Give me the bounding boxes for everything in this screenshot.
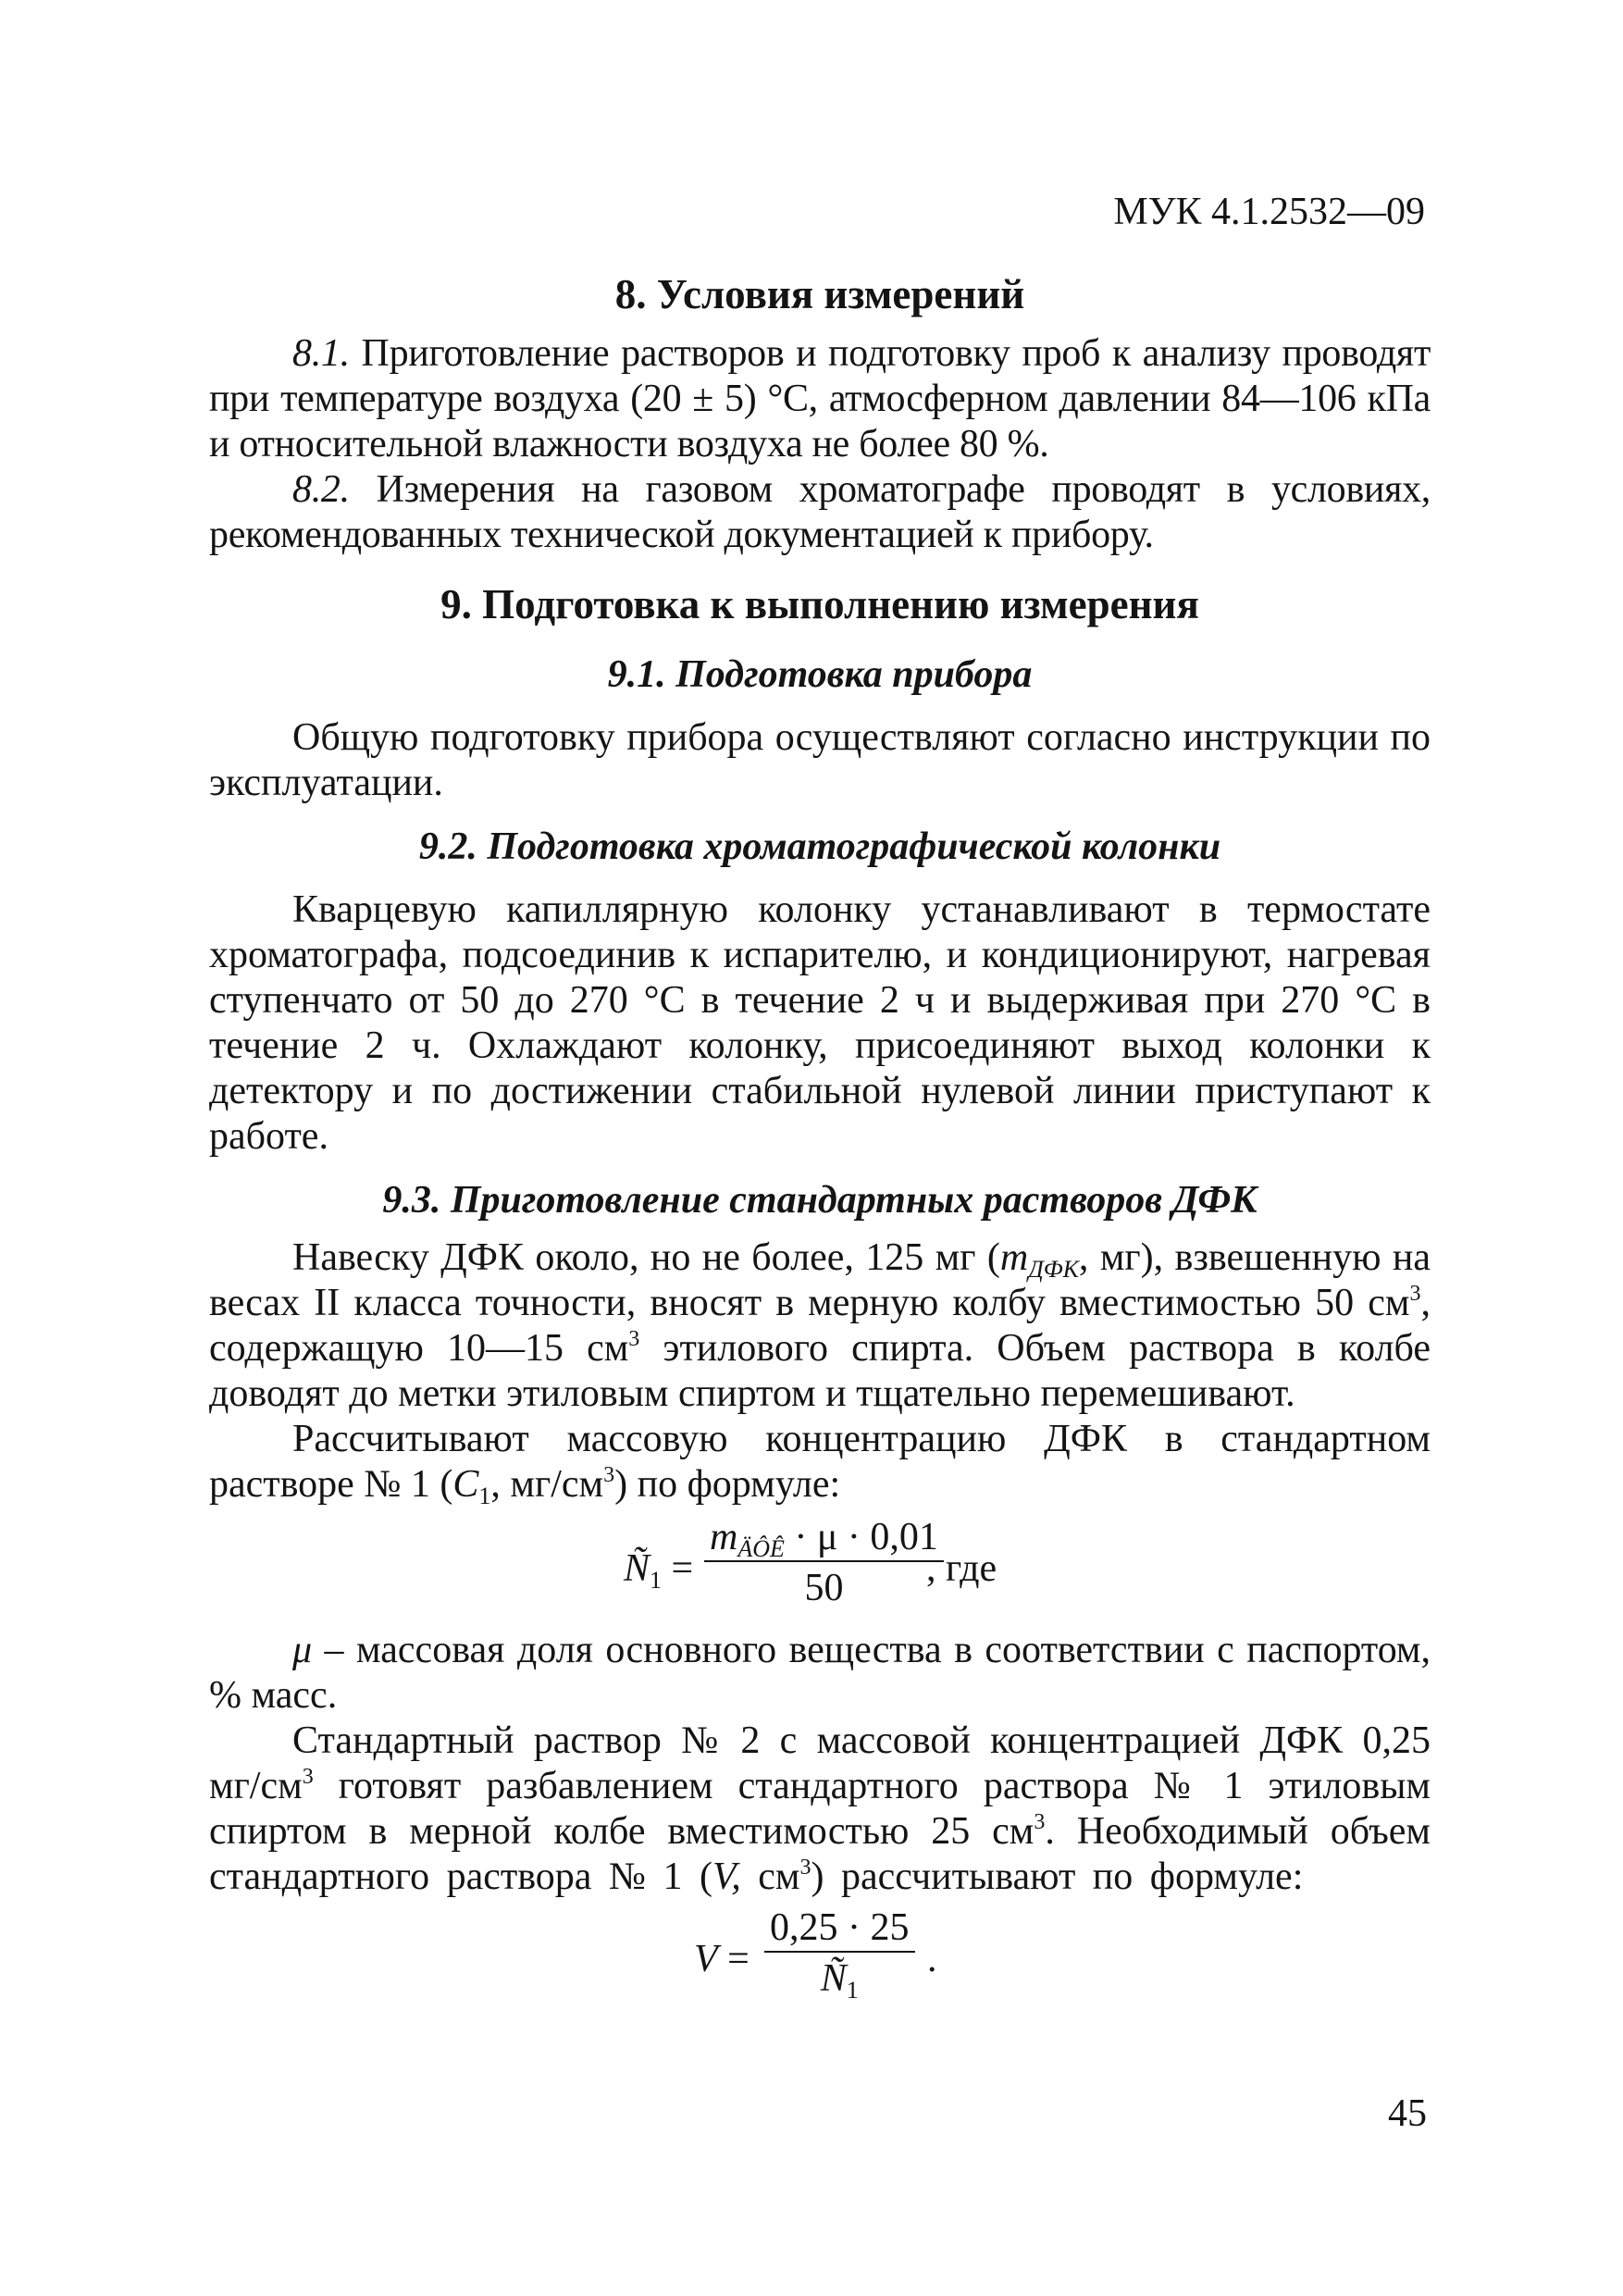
superscript-3: 3 xyxy=(603,1463,615,1487)
superscript-3: 3 xyxy=(628,1327,640,1351)
text-fragment: этилового спирта. Объем раствора в колбе доводят до метки этиловым спиртом и тщательно перемешивают. xyxy=(209,1327,1431,1415)
subscript-dfk: ДФК xyxy=(1028,1256,1079,1283)
subscript-1: 1 xyxy=(650,1567,663,1594)
paragraph-9-3-calc xyxy=(209,1417,1431,1508)
fraction-numerator xyxy=(704,1515,944,1560)
text-fragment: Стандартный раствор № 2 с массовой концентрацией ДФК 0,25 мг/см xyxy=(209,1719,1431,1807)
subscript-dfk: ÄÔÊ xyxy=(737,1535,785,1562)
symbol-v: V, xyxy=(712,1855,741,1898)
text-fragment: . Необходимый объем стандартного раствора № 1 ( xyxy=(209,1810,1431,1898)
section-8-title: 8. Условия измерений xyxy=(614,271,1025,317)
subsection-9-3-title: 9.3. Приготовление стандартных растворов ДФК xyxy=(382,1179,1258,1222)
superscript-3: 3 xyxy=(799,1855,812,1880)
symbol-c-tilde: Ñ xyxy=(624,1547,650,1590)
paragraph-text: Приготовление растворов и подготовку проб к анализу проводят при температуре воздуха (20 ± 5) °С, атмосферном давлении 84—106 кПа и относительной влажности воздуха не более 80 %. xyxy=(209,332,1431,465)
document-code: МУК 4.1.2532—09 xyxy=(1113,191,1425,233)
text-fragment: , мг/см xyxy=(490,1463,604,1506)
symbol-mu: μ xyxy=(292,1629,313,1671)
paragraph-9-1: Общую подготовку прибора осуществляют согласно инструкции по эксплуатации. xyxy=(209,716,1431,804)
fraction-numerator: 0,25 · 25 xyxy=(770,1906,910,1949)
numerator-rest: · μ · 0,01 xyxy=(784,1516,938,1558)
subsection-9-2-title: 9.2. Подготовка хроматографической колонки xyxy=(418,825,1221,868)
paragraph-8-2 xyxy=(209,467,1431,558)
formula-fraction xyxy=(764,1905,915,2002)
equals-sign: = xyxy=(717,1938,750,1980)
paragraph-9-3-sample xyxy=(209,1235,1431,1417)
paragraph-9-2: Кварцевую капиллярную колонку устанавливают в термостате хроматографа, подсоединив к испарителю, и кондиционируют, нагревая ступенчато от 50 до 270 °С в течение 2 ч и выдерживая при 270 °С в течение 2 ч. Охлаждают колонку, присоединяют выход колонки к детектору и по достижении стабильной нулевой линии приступают к работе. xyxy=(209,888,1431,1158)
formula-lhs xyxy=(694,1937,750,1982)
text-fragment: – массовая доля основного вещества в соответствии с паспортом, % масс. xyxy=(209,1629,1431,1717)
formula-suffix: , где xyxy=(926,1547,997,1590)
superscript-3: 3 xyxy=(302,1765,314,1789)
paragraph-number: 8.2. xyxy=(292,468,350,511)
paragraph-number: 8.1. xyxy=(292,332,350,375)
symbol-m: m xyxy=(999,1236,1029,1279)
paragraph-mu-definition xyxy=(209,1628,1431,1719)
subscript-1: 1 xyxy=(846,1977,859,2004)
formula-suffix: . xyxy=(927,1938,937,1980)
subscript-1: 1 xyxy=(478,1483,491,1509)
equals-sign: = xyxy=(662,1547,694,1590)
superscript-3: 3 xyxy=(1409,1282,1421,1306)
text-fragment: , мг), взвешенную на весах II класса точности, вносят в мерную колбу вместимостью 50 см xyxy=(209,1236,1431,1324)
symbol-m: m xyxy=(710,1516,738,1558)
paragraph-9-3-standard-2 xyxy=(209,1719,1431,1900)
text-fragment: ) рассчитывают по формуле: xyxy=(811,1855,1304,1898)
paragraph-8-1 xyxy=(209,331,1431,467)
superscript-3: 3 xyxy=(1034,1810,1046,1834)
symbol-v: V xyxy=(694,1938,718,1980)
formula-lhs xyxy=(624,1546,693,1592)
page-content xyxy=(209,268,1431,2020)
page-number: 45 xyxy=(1388,2092,1427,2135)
fraction-denominator: 50 xyxy=(704,1560,944,1611)
section-9-title: 9. Подготовка к выполнению измерения xyxy=(440,581,1199,627)
text-fragment: , содержащую 10—15 см xyxy=(209,1282,1431,1370)
symbol-c-tilde: Ñ xyxy=(820,1957,847,2000)
fraction-denominator xyxy=(764,1951,915,2002)
text-fragment: см xyxy=(740,1855,800,1898)
subsection-9-1-title: 9.1. Подготовка прибора xyxy=(607,653,1033,696)
paragraph-text: Измерения на газовом хроматографе проводят в условиях, рекомендованных технической документацией к прибору. xyxy=(209,468,1431,556)
text-fragment: ) по формуле: xyxy=(614,1463,841,1506)
formula-concentration xyxy=(209,1508,1431,1628)
symbol-c: C xyxy=(452,1463,479,1506)
formula-volume xyxy=(209,1900,1431,2020)
text-fragment: Навеску ДФК около, но не более, 125 мг ( xyxy=(292,1236,1000,1279)
formula-fraction xyxy=(704,1515,944,1611)
text-fragment: готовят разбавлением стандартного раствора № 1 этиловым спиртом в мерной колбе вместимостью 25 см xyxy=(209,1765,1431,1853)
text-fragment: Рассчитывают массовую концентрацию ДФК в стандартном растворе № 1 ( xyxy=(209,1418,1431,1506)
